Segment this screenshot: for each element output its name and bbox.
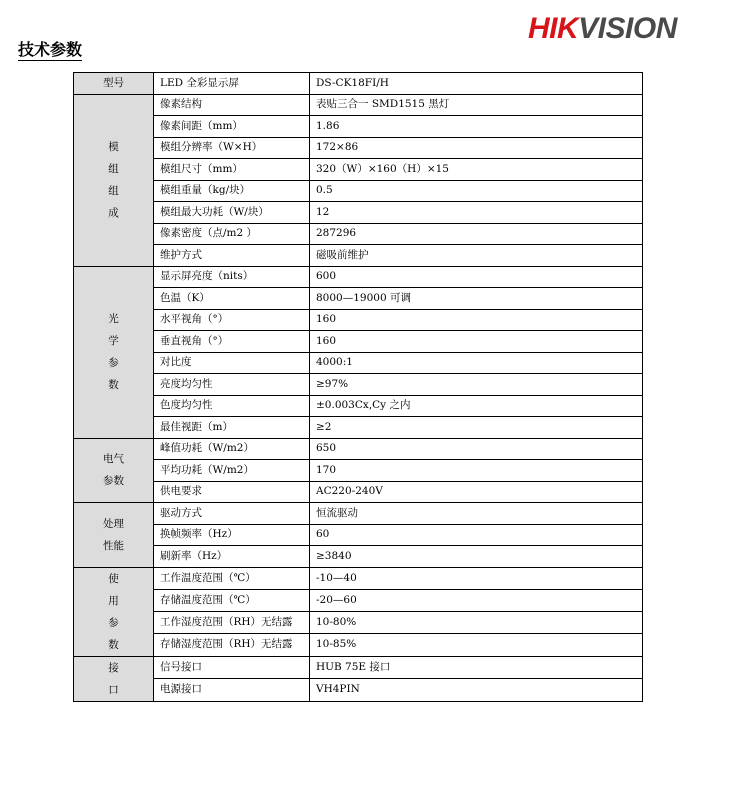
table-row <box>74 288 643 310</box>
param-name: 供电要求 <box>154 481 310 503</box>
group-usage-label: 使 用 参 数 <box>74 567 154 656</box>
param-value: 170 <box>310 460 643 482</box>
group-electric-label: 电气 参数 <box>74 438 154 503</box>
param-name: 换帧频率（Hz） <box>154 524 310 546</box>
param-value: 10-80% <box>310 612 643 634</box>
param-name: 色温（K） <box>154 288 310 310</box>
param-name: 工作温度范围（℃） <box>154 567 310 589</box>
table-row <box>74 137 643 159</box>
param-value: 磁吸前维护 <box>310 245 643 267</box>
table-row <box>74 612 643 634</box>
param-value: 8000—19000 可调 <box>310 288 643 310</box>
param-value: 4000:1 <box>310 352 643 374</box>
param-name: 维护方式 <box>154 245 310 267</box>
param-name: 模组分辨率（W×H） <box>154 137 310 159</box>
param-name: 刷新率（Hz） <box>154 546 310 568</box>
param-value: 650 <box>310 438 643 460</box>
param-name: 电源接口 <box>154 679 310 702</box>
param-value: 恒流驱动 <box>310 503 643 525</box>
logo-red-part: HIK <box>528 12 579 45</box>
param-value: ≥3840 <box>310 546 643 568</box>
param-value: 60 <box>310 524 643 546</box>
table-row <box>74 395 643 417</box>
param-name: 最佳视距（m） <box>154 417 310 439</box>
table-row <box>74 417 643 439</box>
param-name: 亮度均匀性 <box>154 374 310 396</box>
param-name: 存储温度范围（℃） <box>154 589 310 611</box>
param-name: 峰值功耗（W/m2） <box>154 438 310 460</box>
param-value: AC220-240V <box>310 481 643 503</box>
param-value: ≥97% <box>310 374 643 396</box>
table-row <box>74 634 643 656</box>
spec-table <box>73 72 643 702</box>
param-value: 160 <box>310 331 643 353</box>
model-value: DS-CK18FI/H <box>310 73 643 95</box>
param-value: ±0.003Cx,Cy 之内 <box>310 395 643 417</box>
param-value: 287296 <box>310 223 643 245</box>
param-value: ≥2 <box>310 417 643 439</box>
table-header-row <box>74 73 643 95</box>
param-name: 像素密度（点/m2 ） <box>154 223 310 245</box>
table-row <box>74 656 643 679</box>
table-row <box>74 266 643 288</box>
table-row <box>74 94 643 116</box>
table-row <box>74 567 643 589</box>
table-row <box>74 159 643 181</box>
table-row <box>74 481 643 503</box>
logo-gray-part: VISION <box>578 12 677 45</box>
table-row <box>74 679 643 702</box>
table-row <box>74 374 643 396</box>
param-name: 对比度 <box>154 352 310 374</box>
param-name: 垂直视角（°） <box>154 331 310 353</box>
param-value: -10—40 <box>310 567 643 589</box>
param-name: 显示屏亮度（nits） <box>154 266 310 288</box>
param-value: -20—60 <box>310 589 643 611</box>
param-value: 1.86 <box>310 116 643 138</box>
param-name: 工作湿度范围（RH）无结露 <box>154 612 310 634</box>
table-row <box>74 116 643 138</box>
table-row <box>74 309 643 331</box>
table-row <box>74 202 643 224</box>
param-value: 表贴三合一 SMD1515 黑灯 <box>310 94 643 116</box>
param-name: 模组最大功耗（W/块） <box>154 202 310 224</box>
param-value: 172×86 <box>310 137 643 159</box>
table-row <box>74 524 643 546</box>
param-name: 水平视角（°） <box>154 309 310 331</box>
param-value: 320（W）×160（H）×15 <box>310 159 643 181</box>
hikvision-logo <box>528 12 677 46</box>
param-value: 600 <box>310 266 643 288</box>
param-name: 像素结构 <box>154 94 310 116</box>
group-optical-label: 光 学 参 数 <box>74 266 154 438</box>
table-row <box>74 503 643 525</box>
table-row <box>74 438 643 460</box>
param-value: VH4PIN <box>310 679 643 702</box>
param-name: 像素间距（mm） <box>154 116 310 138</box>
param-value: 160 <box>310 309 643 331</box>
group-process-label: 处理 性能 <box>74 503 154 568</box>
param-name: 色度均匀性 <box>154 395 310 417</box>
model-label: 型号 <box>74 73 154 95</box>
header-param: LED 全彩显示屏 <box>154 73 310 95</box>
param-value: 0.5 <box>310 180 643 202</box>
table-row <box>74 352 643 374</box>
param-value: 12 <box>310 202 643 224</box>
param-name: 信号接口 <box>154 656 310 679</box>
group-iface-label: 接 口 <box>74 656 154 701</box>
group-module-label: 模 组 组 成 <box>74 94 154 266</box>
param-name: 模组重量（kg/块） <box>154 180 310 202</box>
param-value: HUB 75E 接口 <box>310 656 643 679</box>
param-name: 存储湿度范围（RH）无结露 <box>154 634 310 656</box>
param-value: 10-85% <box>310 634 643 656</box>
section-heading: 技术参数 <box>18 40 83 59</box>
table-row <box>74 546 643 568</box>
table-row <box>74 331 643 353</box>
table-row <box>74 223 643 245</box>
param-name: 平均功耗（W/m2） <box>154 460 310 482</box>
param-name: 驱动方式 <box>154 503 310 525</box>
table-row <box>74 589 643 611</box>
param-name: 模组尺寸（mm） <box>154 159 310 181</box>
table-row <box>74 180 643 202</box>
table-row <box>74 460 643 482</box>
table-row <box>74 245 643 267</box>
